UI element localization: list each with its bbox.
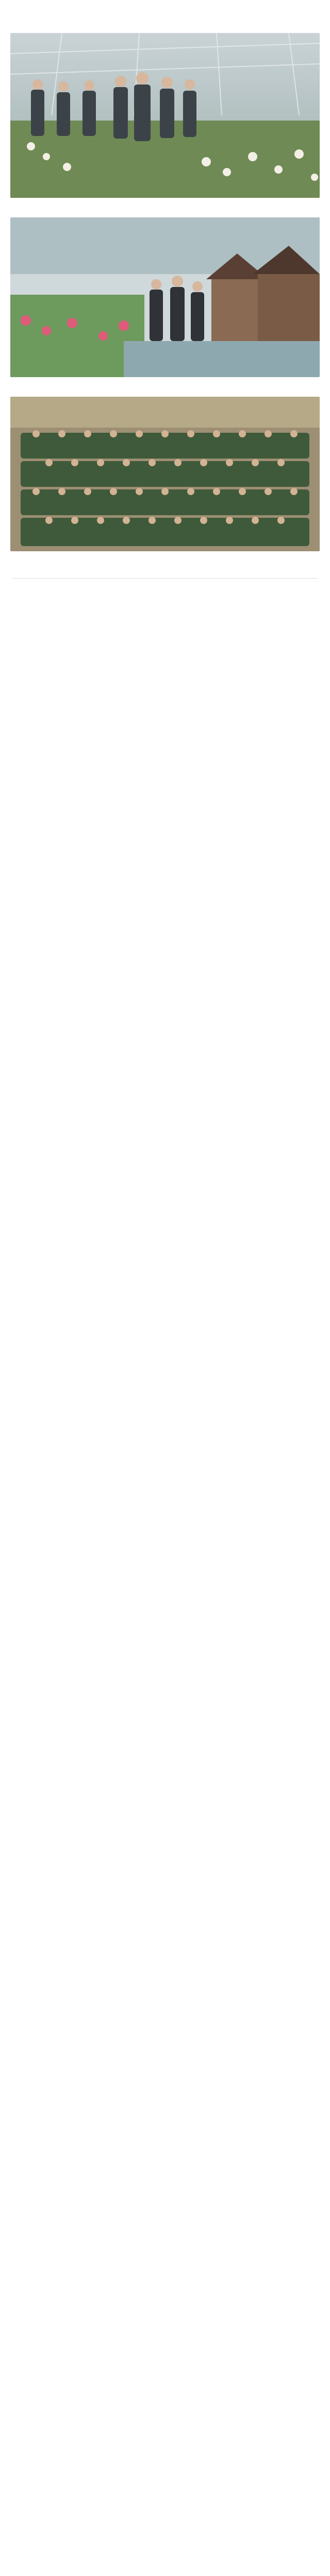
article-header — [0, 7, 330, 23]
news-page — [0, 0, 330, 599]
photo-greenhouse-caption — [0, 198, 330, 203]
photo-group-credit — [0, 556, 330, 571]
photo-ancient-town — [10, 217, 320, 377]
photo-greenhouse-credit — [0, 203, 330, 217]
photo-greenhouse-image — [10, 33, 320, 198]
photo-group — [10, 397, 320, 551]
photo-greenhouse — [10, 33, 320, 198]
article-body — [0, 586, 330, 589]
photo-group-caption — [0, 551, 330, 556]
photo-ancient-town-image — [10, 217, 320, 377]
section-divider — [12, 578, 318, 579]
photo-ancient-town-credit — [0, 382, 330, 397]
photo-ancient-town-caption — [0, 377, 330, 382]
photo-group-image — [10, 397, 320, 551]
